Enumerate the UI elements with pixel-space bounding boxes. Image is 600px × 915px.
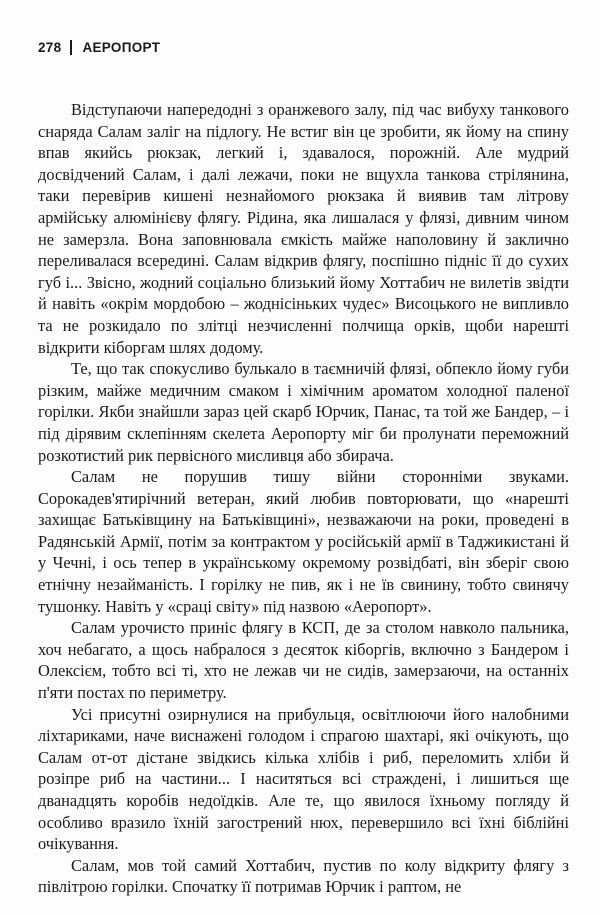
page-number: 278: [38, 40, 62, 55]
running-header: [38, 40, 160, 55]
paragraph: Салам урочисто приніс флягу в КСП, де за столом навколо пальника, хоч небагато, а щось набралося з десяток кіборгів, включно з Бандером і Олексієм, тобто всі ті, хто не лежав чи не сидів, замерзаючи, на останніх п'яти постах по периметру.: [38, 618, 569, 703]
body-text: [38, 99, 569, 898]
header-divider: [70, 40, 72, 55]
section-title: АЕРОПОРТ: [82, 40, 161, 55]
paragraph: Салам не порушив тишу війни сторонніми звуками. Сорокадев'ятирічний ветеран, який любив повторювати, що «нарешті захищає Батьківщину на Батьківщині», незважаючи на роки, проведені в Радянській Армії, потім за контрактом у російській армії в Таджикистані й у Чечні, і ось тепер в українському окремому розвідбаті, він зберіг свою етнічну незайманість. І горілку не пив, як і не їв свинину, тобто свинячу тушонку. Навіть у «сраці світу» під назвою «Аеропорт».: [38, 467, 569, 616]
paragraph: Усі присутні озирнулися на прибульця, освітлюючи його налобними ліхтариками, наче виснажені голодом і спрагою шахтарі, які очікують, що Салам от-от дістане звідкись кілька хлібів і риб, переломить хліби й розіпре риб на частини... І наситяться всі страждені, і лишиться ще дванадцять коробів недоїдків. Але те, що явилося їхньому погляду й особливо вразило їхній загострений нюх, перевершило всі їхні біблійні очікування.: [38, 704, 569, 854]
paragraph: Те, що так спокусливо булькало в таємничій флязі, обпекло йому губи різким, майже медичним смаком і хімічним ароматом холодної паленої горілки. Якби знайшли зараз цей скарб Юрчик, Панас, та той же Бандер, – і під дірявим склепінням скелета Аеропорту міг би пролунати переможний розкотистий рик первісного мисливця або збирача.: [38, 359, 569, 465]
paragraph: Відступаючи напередодні з оранжевого залу, під час вибуху танкового снаряда Салам заліг на підлогу. Не встиг він це зробити, як йому на спину впав якийсь рюкзак, легкий і, здавалося, порожній. Але мудрий досвідчений Салам, і далі лежачи, поки не вщухла танкова стрілянина, таки перевірив кишені незнайомого рюкзака й виявив там літрову армійську алюмінієву флягу. Рідина, яка лишалася у флязі, дивним чином не замерзла. Вона заповнювала ємкість майже наполовину й заклично переливалася всередині. Салам відкрив флягу, поспішно підніс її до сухих губ і... Звісно, жодний соціально близький йому Хоттабич не вилетів звідти й навіть «окрім мордобою – жоднісіньких чудес» Висоцького не випливло та не розкидало по злітці незчисленні полчища орків, щоби нарешті відкрити кіборгам шлях додому.: [38, 100, 569, 357]
paragraph: Салам, мов той самий Хоттабич, пустив по колу відкриту флягу з півлітрою горілки. Спочатку її потримав Юрчик і раптом, не: [38, 855, 569, 897]
